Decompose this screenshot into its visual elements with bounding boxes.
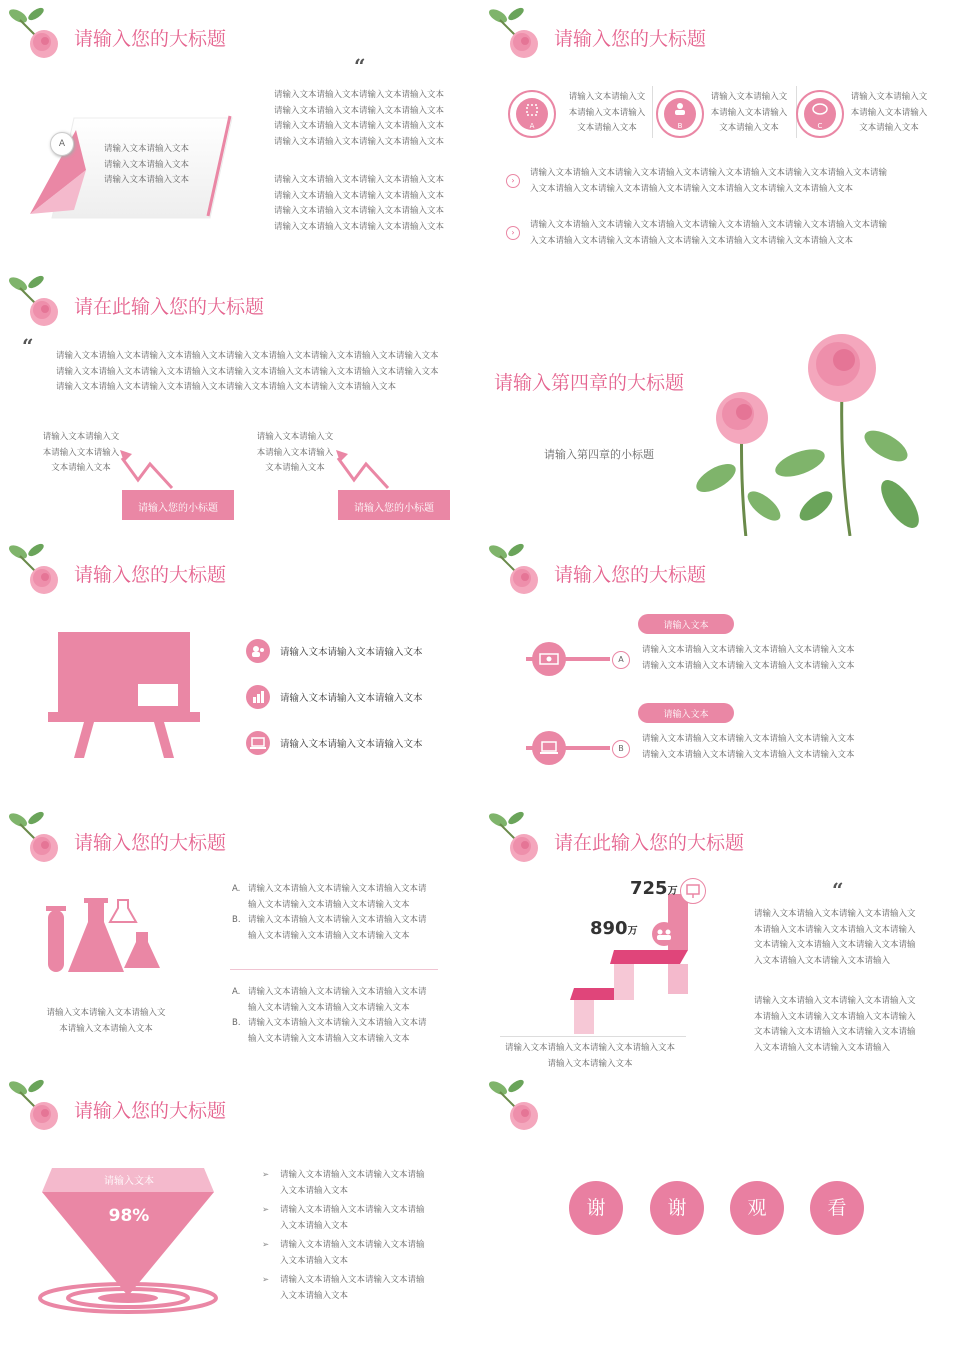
button-label: 请输入您的小标题 <box>138 503 218 514</box>
slide-title: 请输入您的大标题 <box>74 832 227 854</box>
paragraph <box>754 907 916 969</box>
text-line: 请输入文本请输入文 <box>42 432 120 442</box>
text-line: 请输入文本请输入文本请输入文本请输 <box>280 1275 425 1285</box>
text-line: 入文本请输入文本请输入文本请输入 <box>754 955 891 966</box>
quote-icon: “ <box>22 334 34 358</box>
zigzag-arrow-icon <box>120 450 180 490</box>
text-line: 输入文本请输入文本请输入文本请输入文本 <box>248 930 410 941</box>
arrow-right-icon: ➢ <box>262 1275 270 1285</box>
slide-4 <box>480 268 960 536</box>
person-icon <box>673 102 687 116</box>
text-line: 文本请输入文本请输入文本请输入文本请输 <box>754 940 916 950</box>
list-marker: B. <box>232 915 241 925</box>
badge-b: B <box>612 740 630 758</box>
icon-circle-c <box>796 90 844 138</box>
text-line: 请输入文本请输入文本请输入文本请输入文本请输入文本请输入文本请输入文本请输入文本请输入文本 <box>56 351 439 361</box>
slide-8 <box>480 804 960 1072</box>
arrow-right-icon: ➢ <box>262 1170 270 1180</box>
laptop-icon <box>532 731 566 765</box>
text-line: 请输入文本请输入文本请输入文本请输入文本 <box>274 90 445 100</box>
icon-text <box>562 90 652 137</box>
chapter-subtitle: 请输入第四章的小标题 <box>544 448 654 461</box>
text-line: 请输入文本请输入文本请输入文本请输入文本请输入文本 <box>642 749 855 760</box>
users-icon <box>246 639 270 663</box>
zigzag-arrow-icon <box>336 450 396 490</box>
text-line: 请输入文本请输入文本请输入文本请输入文本请输入文本请输入文本请输入文本请输入文本 <box>56 382 397 392</box>
chevron-right-icon: › <box>506 174 520 188</box>
text-line: 入文本请输入文本请输入文本请输入 <box>754 1042 891 1053</box>
rose-icon <box>486 810 542 870</box>
slide-title: 请输入您的大标题 <box>74 28 227 50</box>
text-line: 请输入文本请输入文本 <box>547 1058 633 1069</box>
arrow-right-icon: ➢ <box>262 1240 270 1250</box>
slide-10 <box>480 1072 960 1340</box>
divider <box>230 969 438 970</box>
stat-value: 890 <box>590 918 628 939</box>
text-line: 请输入文本请输入文本 <box>104 144 190 154</box>
text-line: 请输入文本请输入文 <box>256 432 334 442</box>
thanks-char: 谢 <box>650 1181 704 1235</box>
text-line: 请输入文本请输入文本请输入文本请输入文本 <box>274 190 445 201</box>
card-text <box>104 142 189 189</box>
text-line: 请输入文本请输入文本请输入文本请输 <box>280 1205 425 1215</box>
text-line: 本请输入文本请输入 <box>850 107 928 118</box>
badge-label: B <box>677 122 683 130</box>
list-item <box>262 1238 425 1269</box>
rose-icon <box>486 1078 542 1138</box>
list-item <box>262 1168 425 1199</box>
slide-5 <box>0 536 480 804</box>
text-line: 请输入文本请输入文本请输入文本请输入文本 <box>274 221 445 232</box>
presentation-board-icon <box>48 630 200 760</box>
text-line: 请输入文本请输入文 <box>850 92 928 102</box>
roses-illustration <box>690 328 952 536</box>
slide-6 <box>480 536 960 804</box>
text-line: 请输入文本请输入文本请输入文本请输入文本请输入文本 <box>642 660 855 671</box>
text-line: 请输入文本请输入文本请输入文本请输入文本请输入文本 <box>642 734 855 744</box>
list-item <box>262 1273 425 1304</box>
badge-label: C <box>817 122 823 130</box>
list-group <box>232 985 427 1047</box>
divider <box>652 86 653 138</box>
text-line: 文本请输入文本 <box>265 463 325 473</box>
tag-pill <box>638 614 734 634</box>
stat-unit: 万 <box>667 886 678 897</box>
text-line: 请输入文本请输入文本请输入文 <box>46 1008 166 1018</box>
subtitle-button <box>122 490 234 520</box>
diamond-label: 请输入文本 <box>104 1176 154 1187</box>
baseline <box>500 1036 686 1037</box>
presentation-icon <box>680 878 706 904</box>
text-line: 请输入文本请输入文本请输入文本请输入文本请输入文本请输入文本请输入文本请输入文本请输 <box>530 220 888 230</box>
text-line: 请输入文本请输入文本请输入文本请输入文本请 <box>248 915 427 925</box>
block-text <box>250 430 340 477</box>
button-label: 请输入您的小标题 <box>354 503 434 514</box>
stat-890 <box>590 918 638 939</box>
block-text <box>36 430 126 477</box>
slide-title: 请在此输入您的大标题 <box>74 296 265 318</box>
list-item-label: 请输入文本请输入文本请输入文本 <box>280 647 423 658</box>
text-line: 本请输入文本请输入 <box>42 447 120 458</box>
stat-value: 725 <box>630 878 668 899</box>
text-line: 请输入文本请输入文本请输入文本请输入文本 <box>274 206 445 216</box>
row-text <box>642 643 855 674</box>
rose-icon <box>486 6 542 66</box>
text-line: 输入文本请输入文本请输入文本请输入文本 <box>248 899 410 910</box>
money-icon <box>532 642 566 676</box>
text-line: 入文本请输入文本 <box>280 1220 349 1231</box>
text-line: 输入文本请输入文本请输入文本请输入文本 <box>248 1002 410 1013</box>
list-item-label: 请输入文本请输入文本请输入文本 <box>280 739 423 750</box>
paragraph <box>274 88 444 150</box>
list-group <box>232 882 427 944</box>
text-line: 请输入文本请输入文本请输入文本请输入文本请输入文本请输入文本请输入文本请输入文本请输 <box>530 168 888 178</box>
text-line: 请输入文本请输入文本请输入文本请输入文本 <box>274 105 445 116</box>
quote-icon: “ <box>354 54 366 78</box>
list-item <box>262 1203 425 1234</box>
caption <box>500 1041 680 1072</box>
icon-text <box>844 90 934 137</box>
rose-icon <box>6 274 62 334</box>
text-line: 请输入文本请输入文本请输入文本请输入文本 <box>274 175 445 185</box>
thanks-char: 观 <box>730 1181 784 1235</box>
mouse-icon <box>525 103 539 117</box>
slide-2 <box>480 0 960 268</box>
bullet-text <box>530 218 887 249</box>
icon-circle-b <box>656 90 704 138</box>
thanks-char: 看 <box>810 1181 864 1235</box>
text-line: 请输入文本请输入文本请输入文本请输入文本请 <box>248 884 427 894</box>
tag-label: 请输入文本 <box>663 710 709 720</box>
text-line: 本请输入文本请输入文本请输入文本请输入 <box>754 924 916 935</box>
icon-circle-a <box>508 90 556 138</box>
text-line: 请输入文本请输入文本 <box>104 159 190 170</box>
tag-pill <box>638 703 734 723</box>
rose-icon <box>486 542 542 602</box>
text-line: 请输入文本请输入文本请输入文本请输入文本 <box>504 1043 675 1053</box>
text-line: 输入文本请输入文本请输入文本请输入文本 <box>248 1033 410 1044</box>
caption <box>40 1006 172 1037</box>
slide-3 <box>0 268 480 536</box>
lab-flask-icon <box>44 896 166 982</box>
text-line: 文本请输入文本请输入文本请输入文本请输 <box>754 1027 916 1037</box>
subtitle-button <box>338 490 450 520</box>
rose-icon <box>6 1078 62 1138</box>
text-line: 请输入文本请输入文本请输入文本请输入文 <box>754 996 916 1006</box>
text-line: 本请输入文本请输入 <box>256 447 334 458</box>
text-line: 本请输入文本请输入 <box>710 107 788 118</box>
list-marker: B. <box>232 1018 241 1028</box>
badge-a: A <box>612 651 630 669</box>
text-line: 文本请输入文本 <box>719 123 779 133</box>
slide-9 <box>0 1072 480 1340</box>
text-line: 请输入文本请输入文本请输入文本请输入文 <box>754 909 916 919</box>
stat-725 <box>630 878 678 899</box>
paragraph <box>274 173 444 235</box>
thanks-char: 谢 <box>569 1181 623 1235</box>
quote-icon: “ <box>832 878 844 902</box>
users-icon <box>652 922 676 946</box>
text-line: 入文本请输入文本 <box>280 1185 349 1196</box>
text-line: 文本请输入文本 <box>577 123 637 133</box>
text-line: 入文本请输入文本 <box>280 1290 349 1301</box>
arrow-right-icon: ➢ <box>262 1205 270 1215</box>
text-line: 本请输入文本请输入 <box>568 107 646 118</box>
laptop-icon <box>246 731 270 755</box>
slide-title: 请输入您的大标题 <box>554 564 707 586</box>
text-line: 请输入文本请输入文本请输入文本请输 <box>280 1170 425 1180</box>
text-line: 本请输入文本请输入文本 <box>59 1023 153 1034</box>
chart-icon <box>246 685 270 709</box>
text-line: 本请输入文本请输入文本请输入文本请输入 <box>754 1011 916 1022</box>
text-line: 文本请输入文本 <box>859 123 919 133</box>
slide-title: 请在此输入您的大标题 <box>554 832 745 854</box>
text-line: 请输入文本请输入文本 <box>104 175 190 185</box>
text-line: 请输入文本请输入文 <box>568 92 646 102</box>
list-item-label: 请输入文本请输入文本请输入文本 <box>280 693 423 704</box>
list-marker: A. <box>232 987 241 997</box>
chat-icon <box>812 103 828 117</box>
paragraph <box>56 349 439 396</box>
text-line: 请输入文本请输入文本请输入文本请输入文本 <box>274 121 445 131</box>
text-line: 入文本请输入文本请输入文本请输入文本请输入文本请输入文本请输入文本请输入文本 <box>530 235 854 246</box>
slide-title: 请输入您的大标题 <box>74 564 227 586</box>
row-text <box>642 732 855 763</box>
badge-label: A <box>529 122 535 130</box>
text-line: 请输入文本请输入文本请输入文本请输入文本请输入文本 <box>642 645 855 655</box>
icon-text <box>704 90 794 137</box>
list-marker: A. <box>232 884 241 894</box>
text-line: 文本请输入文本 <box>51 463 111 473</box>
slide-title: 请输入您的大标题 <box>554 28 707 50</box>
slide-1 <box>0 0 480 268</box>
tag-label: 请输入文本 <box>663 621 709 631</box>
rose-icon <box>6 810 62 870</box>
text-line: 请输入文本请输入文本请输入文本请输入文本请输入文本请输入文本请输入文本请输入文本请输入文本 <box>56 366 439 377</box>
text-line: 请输入文本请输入文本请输入文本请输入文本 <box>274 136 445 147</box>
rose-icon <box>6 542 62 602</box>
stat-unit: 万 <box>627 926 638 937</box>
text-line: 请输入文本请输入文本请输入文本请输入文本请 <box>248 1018 427 1028</box>
text-line: 入文本请输入文本请输入文本请输入文本请输入文本请输入文本请输入文本请输入文本 <box>530 183 854 194</box>
chapter-title: 请输入第四章的大标题 <box>494 372 685 394</box>
diamond-target-graphic <box>38 1168 220 1330</box>
text-line: 请输入文本请输入文本请输入文本请输 <box>280 1240 425 1250</box>
badge-a: A <box>50 132 74 156</box>
bullet-list <box>262 1168 425 1304</box>
paragraph <box>754 994 916 1056</box>
text-line: 请输入文本请输入文本请输入文本请输入文本请 <box>248 987 427 997</box>
rose-icon <box>6 6 62 66</box>
text-line: 请输入文本请输入文 <box>710 92 788 102</box>
bullet-text <box>530 166 887 197</box>
text-line: 入文本请输入文本 <box>280 1255 349 1266</box>
slide-title: 请输入您的大标题 <box>74 1100 227 1122</box>
chevron-right-icon: › <box>506 226 520 240</box>
percent-value: 98% <box>108 1206 150 1226</box>
slide-7 <box>0 804 480 1072</box>
